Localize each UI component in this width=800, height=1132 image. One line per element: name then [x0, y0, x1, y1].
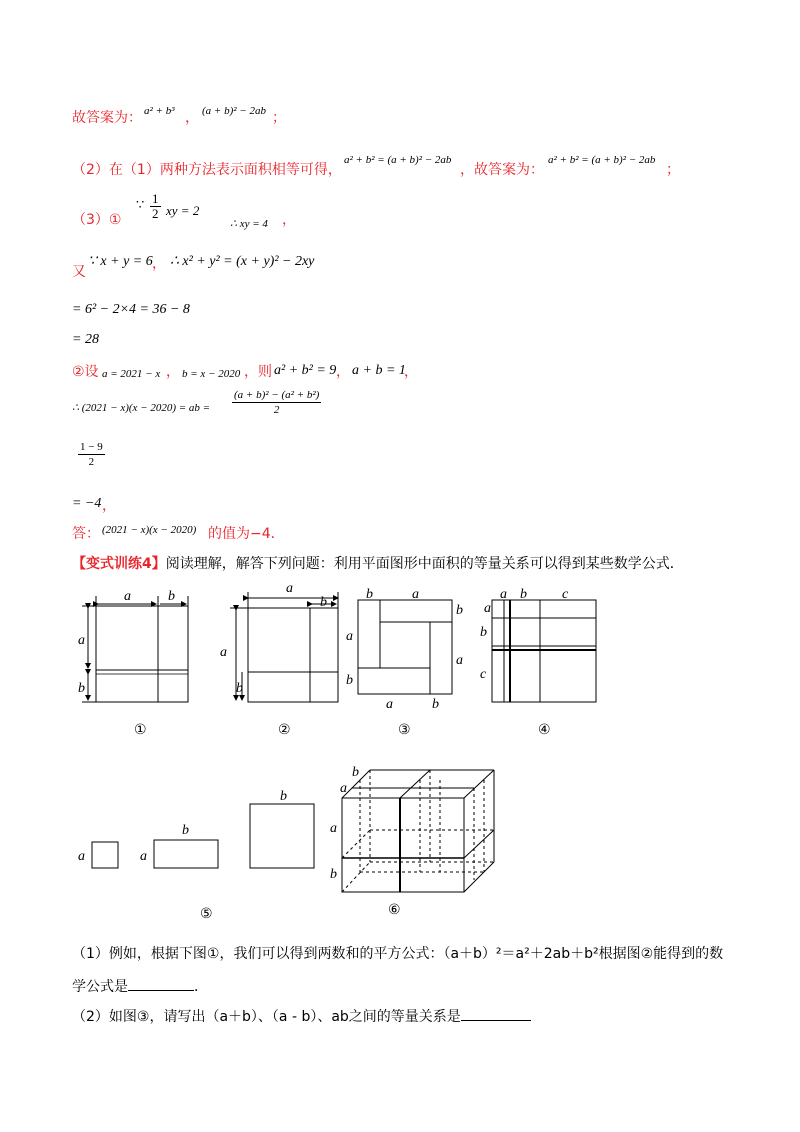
exercise-tag: 【变式训练4】: [72, 556, 166, 572]
svg-text:a: a: [484, 601, 491, 616]
svg-text:a: a: [412, 587, 419, 602]
expr-ab-sq: (a + b)² − 2ab: [202, 105, 266, 117]
svg-text:b: b: [480, 625, 487, 640]
frac-line-9: $\frac{1 - 9}{2}$: [80, 441, 103, 468]
svg-text:b: b: [330, 867, 337, 882]
svg-text:①: ①: [134, 722, 147, 738]
svg-text:c: c: [480, 667, 487, 682]
figure-labels: [78, 581, 569, 922]
figure-6: [342, 770, 494, 892]
expr-neg4: = −4: [72, 496, 102, 511]
question-1: （1）例如，根据下图①，我们可以得到两数和的平方公式：（a＋b）²＝a²＋2ab＋b²根据图②能得到的数: [72, 946, 724, 962]
answer-line-11: 答：: [72, 526, 100, 542]
exercise-intro: 阅读理解，解答下列问题：利用平面图形中面积的等量关系可以得到某些数学公式．: [165, 556, 684, 572]
q2-text: （2）如图③，请写出（a＋b）、（a - b）、ab之间的等量关系是: [72, 1009, 461, 1025]
svg-text:a: a: [124, 589, 131, 604]
svg-text:③: ③: [398, 722, 411, 738]
figure-4: [492, 600, 596, 702]
svg-text:a: a: [78, 849, 85, 864]
svg-text:⑤: ⑤: [200, 906, 213, 922]
expr-b-def: b = x − 2020: [182, 368, 241, 380]
svg-text:⑥: ⑥: [388, 902, 401, 918]
svg-text:c: c: [562, 587, 569, 602]
svg-text:a: a: [500, 587, 507, 602]
svg-text:②: ②: [278, 722, 291, 738]
comma-3: ，: [282, 212, 296, 228]
figure-1: [82, 596, 188, 702]
svg-text:b: b: [352, 765, 359, 780]
expr-xy-4: ∴ xy = 4: [230, 218, 268, 230]
expr-calc: = 6² − 2×4 = 36 − 8: [72, 302, 190, 317]
answer-line-7: ②设: [72, 364, 99, 380]
expr-a2-b3: a² + b³: [144, 105, 175, 117]
q1-cont-text: 学公式是: [72, 979, 128, 995]
semicolon: ；: [272, 110, 286, 126]
expr-product: ∴ (2021 − x)(x − 2020) = ab =: [72, 402, 211, 414]
expr-identity-2: a² + b² = (a + b)² − 2ab: [548, 154, 656, 166]
expr-a2b2-9: a² + b² = 9: [274, 363, 337, 378]
answer-tail: 的值为−4．: [208, 526, 285, 542]
svg-text:a: a: [220, 645, 227, 660]
answer-mid: ，故答案为：: [460, 162, 544, 178]
svg-text:a: a: [140, 849, 147, 864]
svg-text:b: b: [320, 595, 327, 610]
question-1-cont: [72, 976, 208, 997]
svg-text:b: b: [346, 673, 353, 688]
expr-identity: a² + b² = (a + b)² − 2ab: [344, 154, 452, 166]
expr-a-def: a = 2021 − x: [102, 368, 161, 380]
comma-4: ，: [152, 256, 166, 272]
svg-text:a: a: [346, 629, 353, 644]
frac-line-8: $\frac{\text{(a + b)² − (a² + b²)}}{2}$: [234, 389, 320, 416]
question-2: [72, 1006, 531, 1027]
q1-end: ．: [194, 979, 208, 995]
comma-10: ，: [102, 498, 116, 514]
comma-7b: ，: [336, 364, 350, 380]
svg-text:b: b: [456, 603, 463, 618]
semicolon-2: ；: [666, 162, 680, 178]
svg-text:b: b: [520, 587, 527, 602]
then-7: ，则: [244, 364, 272, 380]
svg-text:b: b: [366, 587, 373, 602]
svg-text:a: a: [386, 697, 393, 712]
expr-ab-1: a + b = 1: [352, 363, 406, 378]
svg-text:b: b: [432, 697, 439, 712]
figure-5: [92, 804, 314, 868]
svg-text:④: ④: [538, 722, 551, 738]
expr-x-plus-y: ∵ x + y = 6: [88, 254, 153, 269]
svg-text:a: a: [340, 781, 347, 796]
answer-prefix: 故答案为：: [72, 110, 142, 126]
figure-3: [358, 600, 452, 694]
svg-text:a: a: [78, 633, 85, 648]
svg-text:b: b: [182, 823, 189, 838]
comma-7: ，: [166, 364, 180, 380]
answer-line-4: 又: [72, 264, 86, 280]
svg-text:a: a: [456, 653, 463, 668]
svg-text:b: b: [280, 789, 287, 804]
answer-blank-2[interactable]: [461, 1006, 531, 1021]
answer-line-2: （2）在（1）两种方法表示面积相等可得，: [72, 162, 342, 178]
svg-text:a: a: [330, 821, 337, 836]
expr-answer: (2021 − x)(x − 2020): [102, 524, 197, 536]
svg-text:a: a: [286, 581, 293, 596]
svg-text:b: b: [236, 681, 243, 696]
comma-7c: ，: [404, 364, 418, 380]
svg-text:b: b: [168, 589, 175, 604]
svg-text:b: b: [78, 681, 85, 696]
expr-x2-y2: ∴ x² + y² = (x + y)² − 2xy: [170, 254, 315, 269]
comma: ，: [185, 110, 199, 126]
answer-blank-1[interactable]: [128, 976, 194, 991]
answer-line-3: （3）①: [72, 212, 122, 228]
expr-28: = 28: [72, 332, 99, 347]
